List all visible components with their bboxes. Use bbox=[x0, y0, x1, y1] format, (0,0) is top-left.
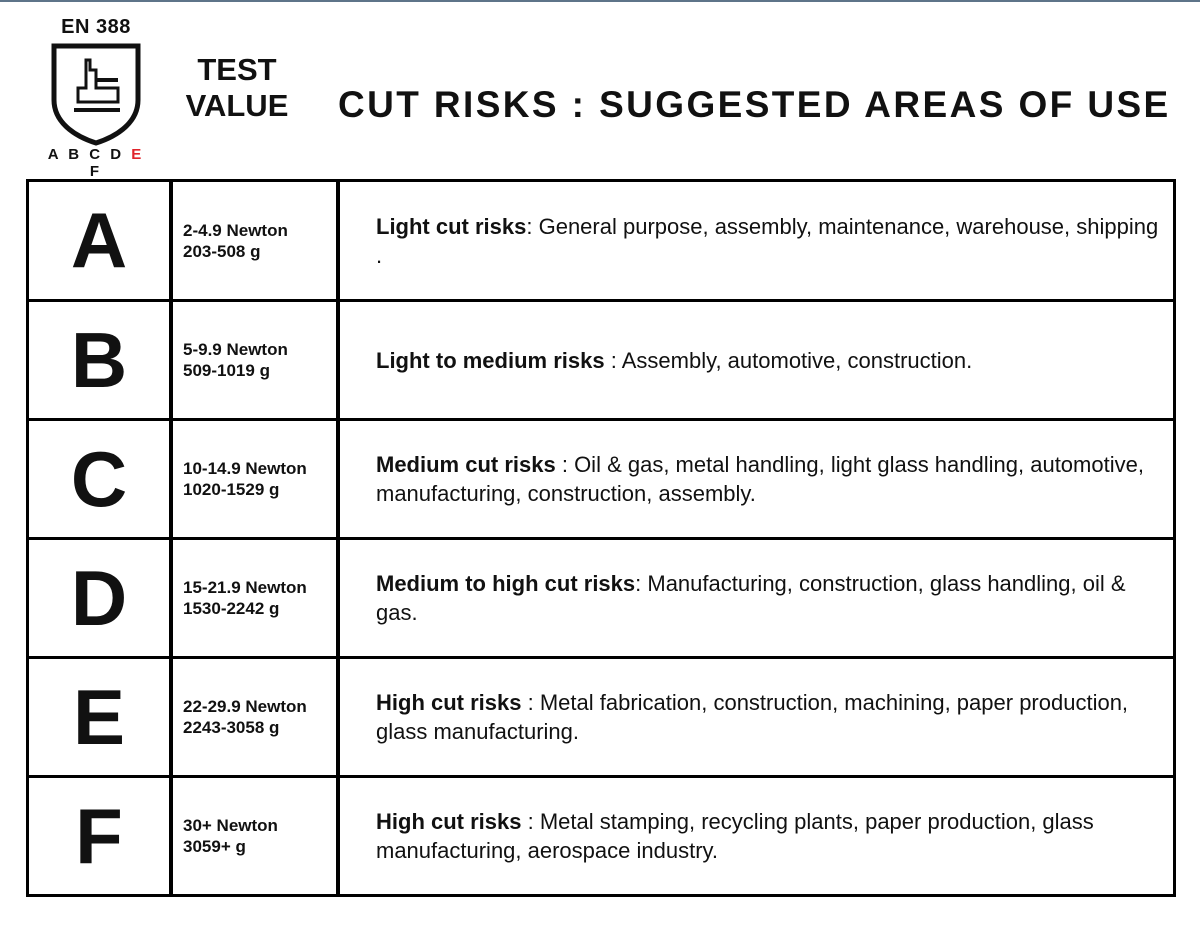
usage-description: Light cut risks: General purpose, assembly, maintenance, warehouse, shipping . bbox=[376, 213, 1159, 268]
table-row bbox=[29, 775, 1173, 894]
level-letter: E bbox=[72, 672, 126, 761]
level-letter: B bbox=[70, 315, 128, 404]
test-value-heading: TEST VALUE bbox=[185, 52, 289, 123]
usage-description: Medium cut risks : Oil & gas, metal handling, light glass handling, automotive, manufacturing, construction, assembly. bbox=[376, 452, 1144, 506]
en388-badge bbox=[44, 16, 148, 180]
table-row bbox=[29, 182, 1173, 299]
usage-description: Medium to high cut risks: Manufacturing, construction, glass handling, oil & gas. bbox=[376, 571, 1126, 625]
glove-shield-icon bbox=[50, 42, 142, 146]
table-row bbox=[29, 537, 1173, 656]
level-letter: C bbox=[70, 434, 128, 523]
test-values: 10-14.9 Newton 1020-1529 g bbox=[183, 459, 307, 499]
page-title: CUT RISKS : SUGGESTED AREAS OF USE bbox=[338, 84, 1171, 125]
standard-label: EN 388 bbox=[61, 16, 131, 38]
test-values: 15-21.9 Newton 1530-2242 g bbox=[183, 578, 307, 618]
level-letter: F bbox=[75, 791, 123, 880]
level-letter: D bbox=[70, 553, 128, 642]
usage-description: Light to medium risks : Assembly, automotive, construction. bbox=[376, 347, 973, 373]
usage-description: High cut risks : Metal stamping, recycling plants, paper production, glass manufacturing, aerospace industry. bbox=[376, 809, 1094, 863]
test-values: 30+ Newton 3059+ g bbox=[183, 816, 278, 856]
usage-description: High cut risks : Metal fabrication, construction, machining, paper production, glass manufacturing. bbox=[376, 690, 1129, 744]
table-row bbox=[29, 418, 1173, 537]
test-values: 22-29.9 Newton 2243-3058 g bbox=[183, 697, 307, 737]
top-border bbox=[0, 0, 1200, 2]
cut-risk-table bbox=[26, 179, 1176, 897]
test-values: 5-9.9 Newton 509-1019 g bbox=[183, 340, 288, 380]
level-letter: A bbox=[70, 196, 128, 284]
performance-levels: A B C D E F bbox=[47, 146, 145, 180]
table-row bbox=[29, 299, 1173, 418]
test-values: 2-4.9 Newton 203-508 g bbox=[183, 220, 288, 261]
table-row bbox=[29, 656, 1173, 775]
highlighted-level: E bbox=[131, 146, 145, 163]
